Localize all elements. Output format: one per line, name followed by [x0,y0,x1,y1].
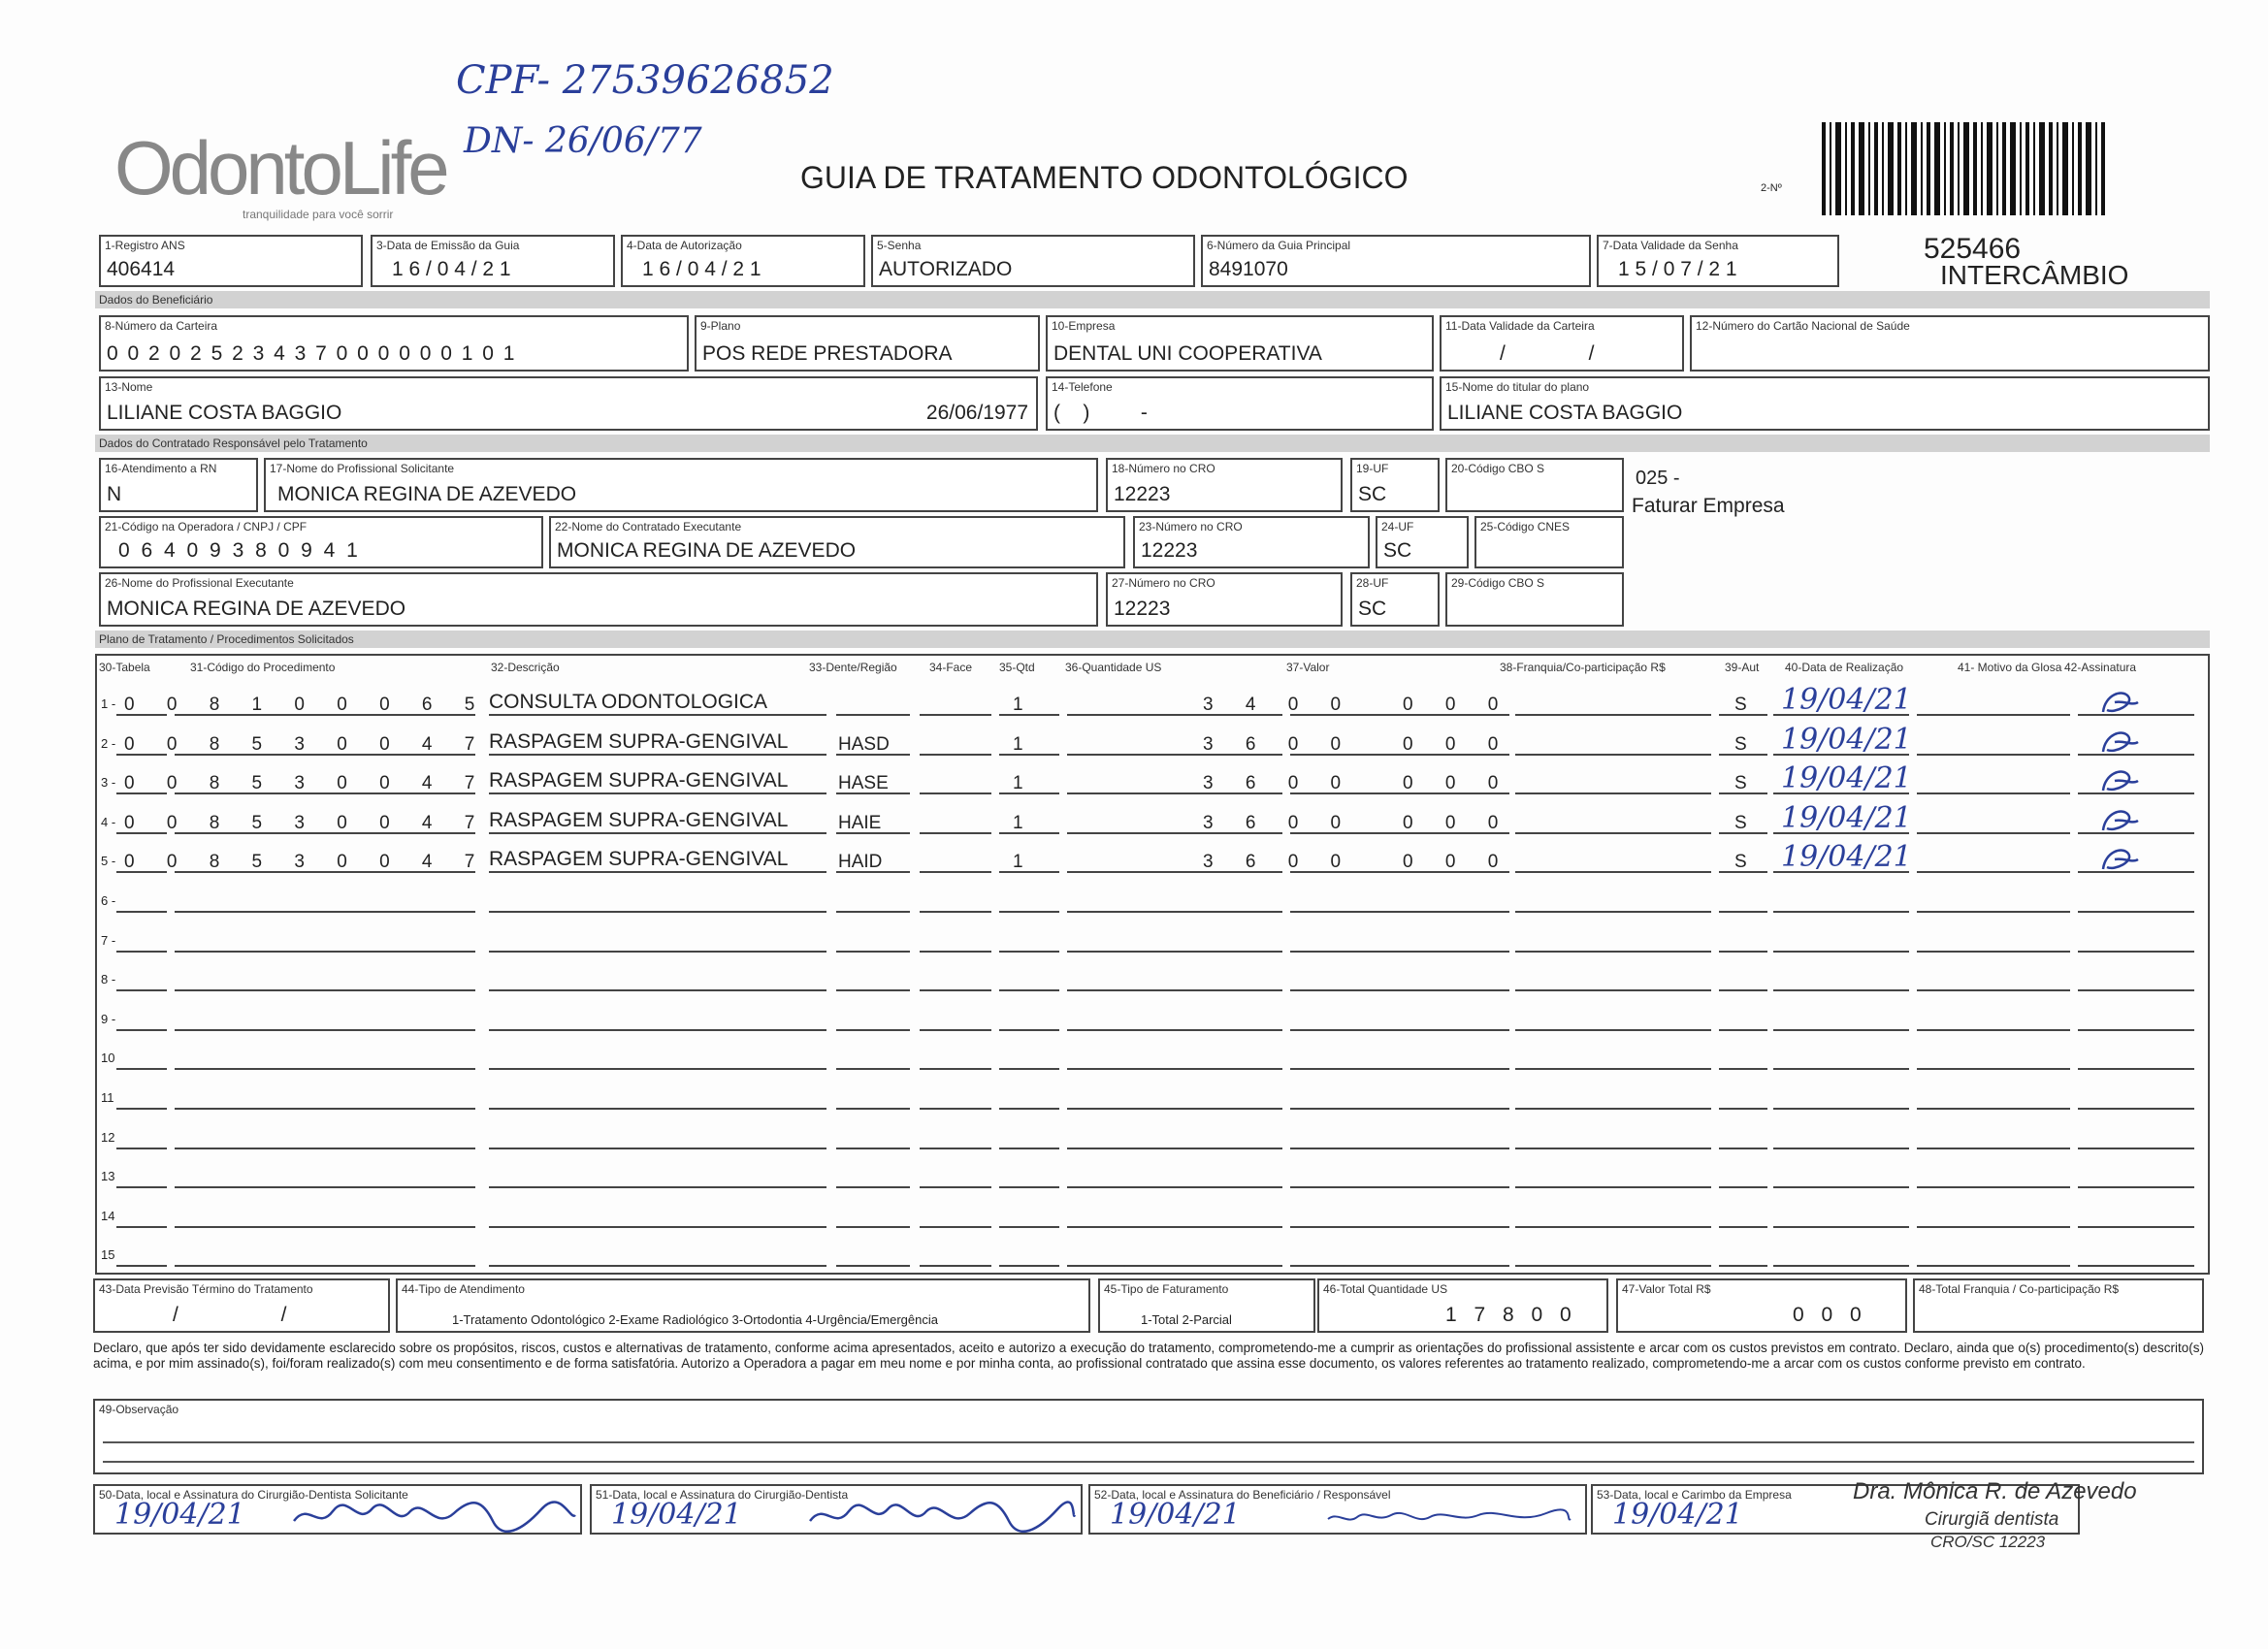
dente-regiao: HAID [838,852,883,873]
handwritten-birthdate: DN- 26/06/77 [464,121,702,161]
cell-line [1719,1068,1767,1070]
data-realizacao: 19/04/21 [1781,800,1912,835]
table-row [97,958,2202,997]
guide-number-label: 2-Nº [1761,182,1782,194]
row-number: 3 - [101,775,116,791]
cell-line [1515,951,1711,953]
assinatura-solicitante-field: 50-Data, local e Assinatura do Cirurgião-Dentista Solicitante 19/04/21 [93,1484,582,1535]
valor-total-field: 47-Valor Total R$ 0 0 0 [1616,1278,1907,1333]
cell-line [1917,754,2070,756]
cell-line [920,1265,991,1267]
cell-line [1773,1226,1909,1228]
procedure-code: 0 0 8 5 3 0 0 4 7 [124,733,489,755]
table-row [97,1195,2202,1234]
plano-field: 9-Plano POS REDE PRESTADORA [695,315,1040,372]
logo-tagline: tranquilidade para você sorrir [243,208,394,221]
intercambio-label: INTERCÂMBIO [1940,260,2129,290]
cell-line [836,1226,910,1228]
cell-line [116,1068,167,1070]
barcode-icon [1822,122,2107,215]
cell-line [920,792,991,794]
cell-line [116,1108,167,1110]
cell-line [489,1226,826,1228]
cell-line [1773,1029,1909,1031]
cell-line [489,1148,826,1149]
profissional-executante-field: 26-Nome do Profissional Executante MONICA REGINA DE AZEVEDO [99,572,1098,627]
col-descricao: 32-Descrição [491,661,560,674]
cell-line [1515,792,1711,794]
carimbo-profissao: Cirurgiã dentista [1925,1509,2059,1530]
reference-number: 525466 [1924,233,2022,265]
cell-line [1290,1148,1509,1149]
dente-regiao: HAIE [838,812,882,833]
row-number: 5 - [101,854,116,869]
procedure-description: RASPAGEM SUPRA-GENGIVAL [489,848,789,871]
cell-line [1773,1148,1909,1149]
tipo-faturamento-field: 45-Tipo de Faturamento 1-Total 2-Parcial [1098,1278,1315,1333]
quantidade-us: 3 6 0 0 [1203,852,1355,873]
cell-line [1917,792,2070,794]
cell-line [1917,832,2070,834]
signature-beneficiario [1323,1500,1575,1535]
dente-regiao: HASE [838,773,889,794]
cell-line [1917,1148,2070,1149]
cell-line [1773,1068,1909,1070]
cell-line [999,1029,1059,1031]
row-number: 8 - [101,972,116,987]
uf-executante-field: 24-UF SC [1376,516,1469,568]
row-number: 13 [101,1169,115,1184]
cell-line [175,951,475,953]
data-realizacao: 19/04/21 [1781,722,1912,757]
row-number: 7 - [101,932,116,948]
cell-line [489,951,826,953]
cell-line [1290,1029,1509,1031]
cell-line [1719,1108,1767,1110]
data-realizacao: 19/04/21 [1781,840,1912,875]
cell-line [116,1186,167,1188]
col-assinatura: 42-Assinatura [2064,661,2137,674]
table-row [97,840,2202,879]
cell-line [2078,1265,2194,1267]
row-number: 2 - [101,735,116,751]
cell-line [920,951,991,953]
cell-line [2078,989,2194,991]
cell-line [1917,1186,2070,1188]
cell-line [999,1148,1059,1149]
nome-field: 13-Nome LILIANE COSTA BAGGIO 26/06/1977 [99,376,1038,431]
cell-line [1515,1265,1711,1267]
procedure-description: RASPAGEM SUPRA-GENGIVAL [489,729,789,753]
cell-line [836,714,910,716]
cell-line [489,989,826,991]
quantidade-us: 3 6 0 0 [1203,733,1355,755]
col-motivo-glosa: 41- Motivo da Glosa [1958,661,2062,674]
cell-line [1067,1108,1282,1110]
row-number: 11 [101,1090,114,1105]
table-row [97,683,2202,722]
row-signature [2095,725,2144,760]
procedure-code: 0 0 8 1 0 0 0 6 5 [124,695,489,715]
autorizacao: S [1734,733,1761,755]
carimbo-cro: CRO/SC 12223 [1930,1533,2046,1551]
cell-line [999,951,1059,953]
quantity: 1 [1013,733,1037,755]
cell-line [999,1108,1059,1110]
cell-line [1515,1186,1711,1188]
numero-carteira-field: 8-Número da Carteira 0 0 2 0 2 5 2 3 4 3 7 0 0 0 0 0 0 1 0 1 [99,315,689,372]
cell-line [1290,1108,1509,1110]
cell-line [920,989,991,991]
validade-carteira-field: 11-Data Validade da Carteira / / [1440,315,1684,372]
titular-plano-field: 15-Nome do titular do plano LILIANE COSTA BAGGIO [1440,376,2210,431]
quantidade-us: 3 6 0 0 [1203,773,1355,794]
cell-line [920,1148,991,1149]
cbo-solicitante-field: 20-Código CBO S [1445,458,1624,512]
carimbo-nome: Dra. Mônica R. de Azevedo [1853,1478,2137,1504]
cell-line [2078,1226,2194,1228]
cell-line [489,792,826,794]
row-signature [2095,763,2144,798]
cell-line [2078,1108,2194,1110]
profissional-solicitante-field: 17-Nome do Profissional Solicitante MONICA REGINA DE AZEVEDO [264,458,1098,512]
cell-line [175,911,475,913]
cell-line [999,1068,1059,1070]
cell-line [836,951,910,953]
cell-line [1067,1029,1282,1031]
quantity: 1 [1013,695,1037,715]
empresa-field: 10-Empresa DENTAL UNI COOPERATIVA [1046,315,1434,372]
observacao-field: 49-Observação [93,1399,2204,1474]
cell-line [1515,1108,1711,1110]
row-number: 12 [101,1129,115,1145]
telefone-field: 14-Telefone ( ) - [1046,376,1434,431]
codigo-025: 025 - [1636,468,1680,489]
procedure-code: 0 0 8 5 3 0 0 4 7 [124,812,489,833]
declaracao-text: Declaro, que após ter sido devidamente esclarecido sobre os propósitos, riscos, custos e alternativas de tratamento, conforme acima apresentados, aceito e autorizo a execução do tratamento, comprometendo-me a cumprir as orientações do profissional assistente e arcar com os custos previstos em contrato. Declaro, ainda que o(s) procedimento(s) descrito(s) acima, e por mim assinado(s), foi/foram realizado(s) com meu consentimento e de forma satisfatória. Autorizo a Operadora a pagar em meu nome e por minha conta, ao profissional contratado que assina esse documento, os valores referentes ao tratamento realizado, comprometendo-me a arcar com os custos conforme previsto em contrato. [93,1341,2204,1371]
data-realizacao: 19/04/21 [1781,683,1912,717]
col-data-realizacao: 40-Data de Realização [1785,661,1904,674]
cell-line [1290,1068,1509,1070]
row-signature [2095,685,2144,720]
cnes-field: 25-Código CNES [1474,516,1624,568]
row-number: 1 - [101,696,116,711]
cell-line [2078,1068,2194,1070]
codigo-operadora-field: 21-Código na Operadora / CNPJ / CPF 0 6 4 0 9 3 8 0 9 4 1 [99,516,543,568]
cell-line [1290,1226,1509,1228]
cro-profissional-field: 27-Número no CRO 12223 [1106,572,1343,627]
table-row [97,1077,2202,1116]
cell-line [1773,951,1909,953]
cell-line [1917,989,2070,991]
cell-line [1773,1108,1909,1110]
carimbo-empresa-field: 53-Data, local e Carimbo da Empresa 19/04/21 [1591,1484,2080,1535]
row-number: 6 - [101,893,116,908]
cell-line [175,1226,475,1228]
cell-line [489,1068,826,1070]
cell-line [2078,1029,2194,1031]
valor: 0 0 0 [1403,773,1512,794]
total-franquia-field: 48-Total Franquia / Co-participação R$ [1913,1278,2204,1333]
cell-line [1917,1265,2070,1267]
col-valor: 37-Valor [1286,661,1330,674]
col-codigo: 31-Código do Procedimento [190,661,336,674]
guia-principal-field: 6-Número da Guia Principal 8491070 [1201,235,1591,287]
col-qtd: 35-Qtd [999,661,1035,674]
cell-line [175,1029,475,1031]
table-row [97,1234,2202,1273]
cro-solicitante-field: 18-Número no CRO 12223 [1106,458,1343,512]
row-number: 9 - [101,1011,116,1026]
row-signature [2095,842,2144,877]
autorizacao: S [1734,773,1761,794]
row-signature [2095,803,2144,838]
table-row [97,723,2202,761]
tipo-atendimento-field: 44-Tipo de Atendimento 1-Tratamento Odontológico 2-Exame Radiológico 3-Ortodontia 4-Urgência/Emergência [396,1278,1090,1333]
cell-line [489,1186,826,1188]
cell-line [920,1068,991,1070]
cell-line [1290,951,1509,953]
form-title: GUIA DE TRATAMENTO ODONTOLÓGICO [800,160,1409,195]
cell-line [2078,951,2194,953]
cell-line [1290,1186,1509,1188]
cell-line [1719,989,1767,991]
quantity: 1 [1013,812,1037,833]
cell-line [489,871,826,873]
cro-executante-field: 23-Número no CRO 12223 [1133,516,1370,568]
cell-line [1290,911,1509,913]
cell-line [1773,1265,1909,1267]
cell-line [999,1226,1059,1228]
autorizacao: S [1734,812,1761,833]
section-contratado: Dados do Contratado Responsável pelo Tratamento [95,435,2210,452]
cell-line [1067,1068,1282,1070]
cell-line [116,911,167,913]
autorizacao: S [1734,852,1761,873]
procedure-description: CONSULTA ODONTOLOGICA [489,691,768,713]
cell-line [836,1068,910,1070]
col-tabela: 30-Tabela [99,661,150,674]
cell-line [116,1148,167,1149]
cell-line [836,1265,910,1267]
cell-line [920,1108,991,1110]
registro-ans-field: 1-Registro ANS 406414 [99,235,363,287]
cell-line [1917,1029,2070,1031]
cell-line [175,1148,475,1149]
cell-line [489,1029,826,1031]
cell-line [489,911,826,913]
cell-line [489,754,826,756]
procedure-code: 0 0 8 5 3 0 0 4 7 [124,773,489,794]
table-row [97,761,2202,800]
quantity: 1 [1013,852,1037,873]
valor: 0 0 0 [1403,695,1512,715]
cell-line [116,1265,167,1267]
cell-line [489,1108,826,1110]
valor: 0 0 0 [1403,733,1512,755]
procedure-description: RASPAGEM SUPRA-GENGIVAL [489,769,789,792]
table-row [97,1116,2202,1155]
col-franquia: 38-Franquia/Co-participação R$ [1500,661,1666,674]
cell-line [1773,1186,1909,1188]
senha-field: 5-Senha AUTORIZADO [871,235,1195,287]
cell-line [1515,714,1711,716]
cell-line [836,989,910,991]
cell-line [836,1108,910,1110]
cell-line [920,871,991,873]
cell-line [1515,1226,1711,1228]
quantity: 1 [1013,773,1037,794]
cell-line [1067,1148,1282,1149]
cell-line [1515,989,1711,991]
cell-line [1917,911,2070,913]
cell-line [836,911,910,913]
table-row [97,920,2202,958]
signature-monica-2 [805,1492,1077,1536]
cell-line [1515,1148,1711,1149]
data-realizacao: 19/04/21 [1781,761,1912,796]
dente-regiao: HASD [838,733,890,755]
cell-line [1917,1108,2070,1110]
table-row [97,998,2202,1037]
cell-line [999,1186,1059,1188]
cell-line [175,1068,475,1070]
cell-line [1719,1029,1767,1031]
cell-line [1719,911,1767,913]
procedure-description: RASPAGEM SUPRA-GENGIVAL [489,808,789,831]
cell-line [1067,951,1282,953]
cell-line [920,1029,991,1031]
col-quantidade-us: 36-Quantidade US [1065,661,1162,674]
cell-line [1719,1186,1767,1188]
cbo-profissional-field: 29-Código CBO S [1445,572,1624,627]
cell-line [2078,1186,2194,1188]
autorizacao: S [1734,695,1761,715]
row-number: 14 [101,1208,115,1223]
cell-line [1067,911,1282,913]
cell-line [2078,911,2194,913]
previsao-termino-field: 43-Data Previsão Término do Tratamento / / [93,1278,390,1333]
assinatura-cirurgiao-field: 51-Data, local e Assinatura do Cirurgião-Dentista 19/04/21 [590,1484,1083,1535]
table-row [97,1037,2202,1076]
cell-line [175,1265,475,1267]
table-row [97,880,2202,919]
cell-line [1773,911,1909,913]
cell-line [116,989,167,991]
cell-line [999,1265,1059,1267]
contratado-executante-field: 22-Nome do Contratado Executante MONICA REGINA DE AZEVEDO [549,516,1125,568]
uf-solicitante-field: 19-UF SC [1350,458,1440,512]
table-row [97,801,2202,840]
cell-line [1719,951,1767,953]
cell-line [920,832,991,834]
cell-line [836,1148,910,1149]
data-nascimento: 26/06/1977 [925,402,1028,424]
handwritten-cpf: CPF- 27539626852 [456,58,834,103]
cell-line [920,1186,991,1188]
assinatura-beneficiario-field: 52-Data, local e Assinatura do Beneficiário / Responsável 19/04/21 [1088,1484,1587,1535]
data-autorizacao-field: 4-Data de Autorização 1 6 / 0 4 / 2 1 [621,235,865,287]
signature-monica-1 [289,1492,580,1536]
cell-line [116,1029,167,1031]
cell-line [175,989,475,991]
cell-line [920,911,991,913]
row-number: 4 - [101,814,116,829]
col-aut: 39-Aut [1725,661,1760,674]
cell-line [1773,989,1909,991]
cell-line [489,714,826,716]
cell-line [1917,714,2070,716]
cell-line [920,714,991,716]
cell-line [1290,989,1509,991]
cell-line [836,1186,910,1188]
cell-line [175,1186,475,1188]
cell-line [1067,989,1282,991]
cell-line [175,1108,475,1110]
valor: 0 0 0 [1403,812,1512,833]
quantidade-us: 3 6 0 0 [1203,812,1355,833]
cell-line [2078,1148,2194,1149]
cell-line [1719,1226,1767,1228]
cell-line [1917,1226,2070,1228]
cell-line [116,951,167,953]
valor: 0 0 0 [1403,852,1512,873]
col-dente: 33-Dente/Região [809,661,897,674]
row-number: 15 [101,1247,115,1263]
procedure-code: 0 0 8 5 3 0 0 4 7 [124,852,489,873]
cell-line [1067,1226,1282,1228]
cell-line [1917,871,2070,873]
cartao-nacional-saude-field: 12-Número do Cartão Nacional de Saúde [1690,315,2210,372]
cell-line [1515,1029,1711,1031]
faturar-empresa-text: Faturar Empresa [1632,495,1785,517]
cell-line [999,911,1059,913]
section-beneficiario: Dados do Beneficiário [95,291,2210,308]
odontolife-logo: OdontoLife [114,125,446,210]
cell-line [920,754,991,756]
cell-line [1719,1265,1767,1267]
cell-line [1067,1265,1282,1267]
cell-line [1917,951,2070,953]
col-face: 34-Face [929,661,973,674]
table-row [97,1155,2202,1194]
uf-profissional-field: 28-UF SC [1350,572,1440,627]
section-plano-tratamento: Plano de Tratamento / Procedimentos Solicitados [95,630,2210,648]
cell-line [920,1226,991,1228]
cell-line [1515,871,1711,873]
cell-line [1515,911,1711,913]
cell-line [1067,1186,1282,1188]
cell-line [489,1265,826,1267]
cell-line [999,989,1059,991]
validade-senha-field: 7-Data Validade da Senha 1 5 / 0 7 / 2 1 [1597,235,1839,287]
cell-line [836,1029,910,1031]
cell-line [1515,1068,1711,1070]
cell-line [489,832,826,834]
total-quantidade-us-field: 46-Total Quantidade US 1 7 8 0 0 [1317,1278,1608,1333]
data-emissao-field: 3-Data de Emissão da Guia 1 6 / 0 4 / 2 1 [371,235,615,287]
cell-line [1290,1265,1509,1267]
cell-line [1917,1068,2070,1070]
row-number: 10 [101,1051,115,1066]
cell-line [1719,1148,1767,1149]
quantidade-us: 3 4 0 0 [1203,695,1355,715]
cell-line [1515,754,1711,756]
atendimento-rn-field: 16-Atendimento a RN N [99,458,258,512]
cell-line [1515,832,1711,834]
cell-line [116,1226,167,1228]
